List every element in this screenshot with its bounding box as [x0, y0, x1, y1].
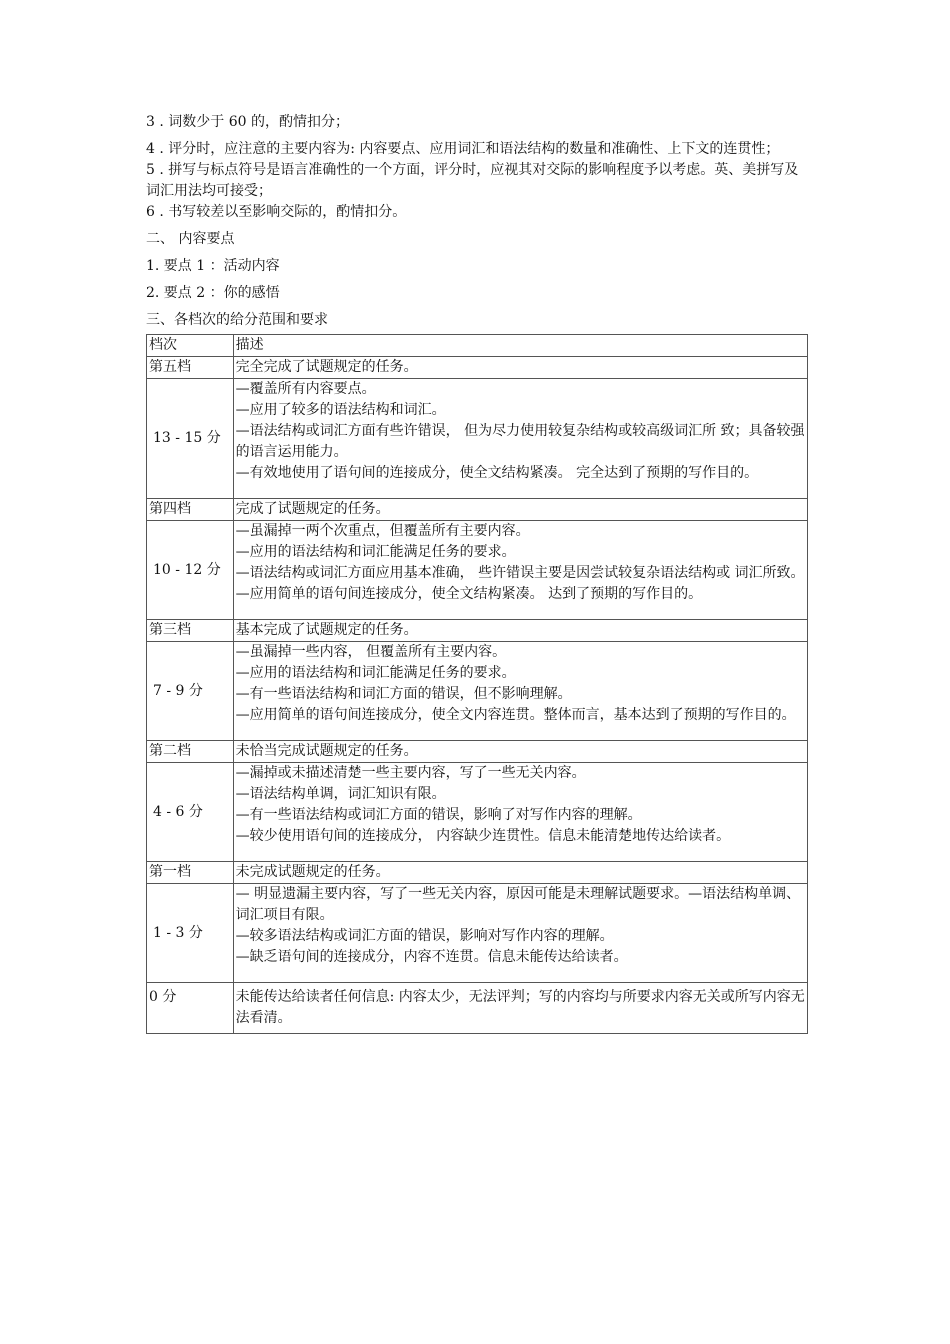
- grade-score: 4 - 6 分: [147, 763, 234, 862]
- section-3-title: 三、各档次的给分范围和要求: [146, 312, 328, 328]
- content-point-1: 1. 要点 1 ：活动内容: [146, 258, 280, 274]
- spacer: [236, 847, 805, 861]
- detail-line: —语法结构或词汇方面有些许错误， 但为尽力使用较复杂结构或较高级词汇所 致；具备较强的语言运用能力。: [235, 423, 805, 460]
- grade-name: 第四档: [147, 499, 234, 521]
- grade-summary: 完成了试题规定的任务。: [233, 499, 807, 521]
- grade-summary: 基本完成了试题规定的任务。: [233, 620, 807, 642]
- detail-line: —缺乏语句间的连接成分，内容不连贯。信息未能传达给读者。: [235, 949, 628, 965]
- detail-line: —较少使用语句间的连接成分， 内容缺少连贯性。信息未能清楚地传达给读者。: [235, 828, 731, 844]
- detail-line: —有效地使用了语句间的连接成分，使全文结构紧凑。 完全达到了预期的写作目的。: [235, 465, 759, 481]
- note-4: 4 . 评分时，应注意的主要内容为: 内容要点、应用词汇和语法结构的数量和准确性、上下文的连贯性；: [146, 141, 780, 157]
- detail-line: —应用简单的语句间连接成分，使全文内容连贯。整体而言，基本达到了预期的写作目的。: [235, 707, 796, 723]
- table-row: [147, 862, 808, 884]
- detail-line: —有一些语法结构和词汇方面的错误，但不影响理解。: [235, 686, 572, 702]
- table-row: [147, 884, 808, 983]
- grade-name: 第三档: [147, 620, 234, 642]
- header-grade: 档次: [147, 335, 234, 357]
- grade-name: 第一档: [147, 862, 234, 884]
- detail-line: —虽漏掉一些内容， 但覆盖所有主要内容。: [235, 644, 507, 660]
- grade-details: [233, 763, 807, 862]
- detail-line: —语法结构单调，词汇知识有限。: [235, 786, 446, 802]
- grade-name: 第二档: [147, 741, 234, 763]
- grade-details: [233, 521, 807, 620]
- grade-score: 7 - 9 分: [147, 642, 234, 741]
- table-row: [147, 379, 808, 499]
- table-row: [147, 741, 808, 763]
- header-description: 描述: [233, 335, 807, 357]
- grade-summary: 未完成试题规定的任务。: [233, 862, 807, 884]
- detail-line: —虽漏掉一两个次重点，但覆盖所有主要内容。: [235, 523, 530, 539]
- detail-line: —漏掉或未描述清楚一些主要内容，写了一些无关内容。: [235, 765, 586, 781]
- detail-line: —有一些语法结构或词汇方面的错误，影响了对写作内容的理解。: [235, 807, 642, 823]
- document-page: [146, 112, 808, 1034]
- detail-line: —语法结构或词汇方面应用基本准确， 些许错误主要是因尝试较复杂语法结构或 词汇所致。: [235, 565, 805, 581]
- detail-line: —应用简单的语句间连接成分，使全文结构紧凑。 达到了预期的写作目的。: [235, 586, 703, 602]
- table-row: [147, 357, 808, 379]
- table-row: [147, 521, 808, 620]
- grade-score-zero: 0 分: [147, 983, 234, 1034]
- table-row: [147, 620, 808, 642]
- detail-line: —覆盖所有内容要点。: [235, 381, 376, 397]
- table-row: [147, 763, 808, 862]
- grade-summary: 完全完成了试题规定的任务。: [233, 357, 807, 379]
- spacer: [236, 484, 805, 498]
- detail-line: —应用的语法结构和词汇能满足任务的要求。: [235, 665, 516, 681]
- detail-line: — 明显遗漏主要内容，写了一些无关内容，原因可能是未理解试题要求。—语法结构单调、词汇项目有限。: [235, 886, 801, 923]
- content-point-2: 2. 要点 2 ：你的感悟: [146, 285, 280, 301]
- spacer: [236, 726, 805, 740]
- grade-score: 1 - 3 分: [147, 884, 234, 983]
- grade-score: 13 - 15 分: [147, 379, 234, 499]
- detail-line: —应用了较多的语法结构和词汇。: [235, 402, 446, 418]
- grade-name: 第五档: [147, 357, 234, 379]
- detail-line: —应用的语法结构和词汇能满足任务的要求。: [235, 544, 516, 560]
- spacer: [236, 605, 805, 619]
- section-2-title: 二、 内容要点: [146, 231, 235, 247]
- table-row: [147, 499, 808, 521]
- note-5: 5 . 拼写与标点符号是语言准确性的一个方面，评分时，应视其对交际的影响程度予以考虑。英、美拼写及词汇用法均可接受；: [146, 162, 799, 199]
- note-6: 6 . 书写较差以至影响交际的，酌情扣分。: [146, 204, 407, 220]
- note-3: 3 . 词数少于 60 的，酌情扣分；: [146, 114, 349, 130]
- grade-zero-description: 未能传达给读者任何信息: 内容太少，无法评判；写的内容均与所要求内容无关或所写内容无法看清。: [233, 983, 807, 1034]
- table-row: [147, 983, 808, 1034]
- table-row: [147, 642, 808, 741]
- grading-table: [146, 334, 808, 1034]
- grade-summary: 未恰当完成试题规定的任务。: [233, 741, 807, 763]
- grade-details: [233, 379, 807, 499]
- grade-details: [233, 642, 807, 741]
- grade-score: 10 - 12 分: [147, 521, 234, 620]
- table-header-row: [147, 335, 808, 357]
- spacer: [236, 968, 805, 982]
- grade-details: [233, 884, 807, 983]
- detail-line: —较多语法结构或词汇方面的错误，影响对写作内容的理解。: [235, 928, 614, 944]
